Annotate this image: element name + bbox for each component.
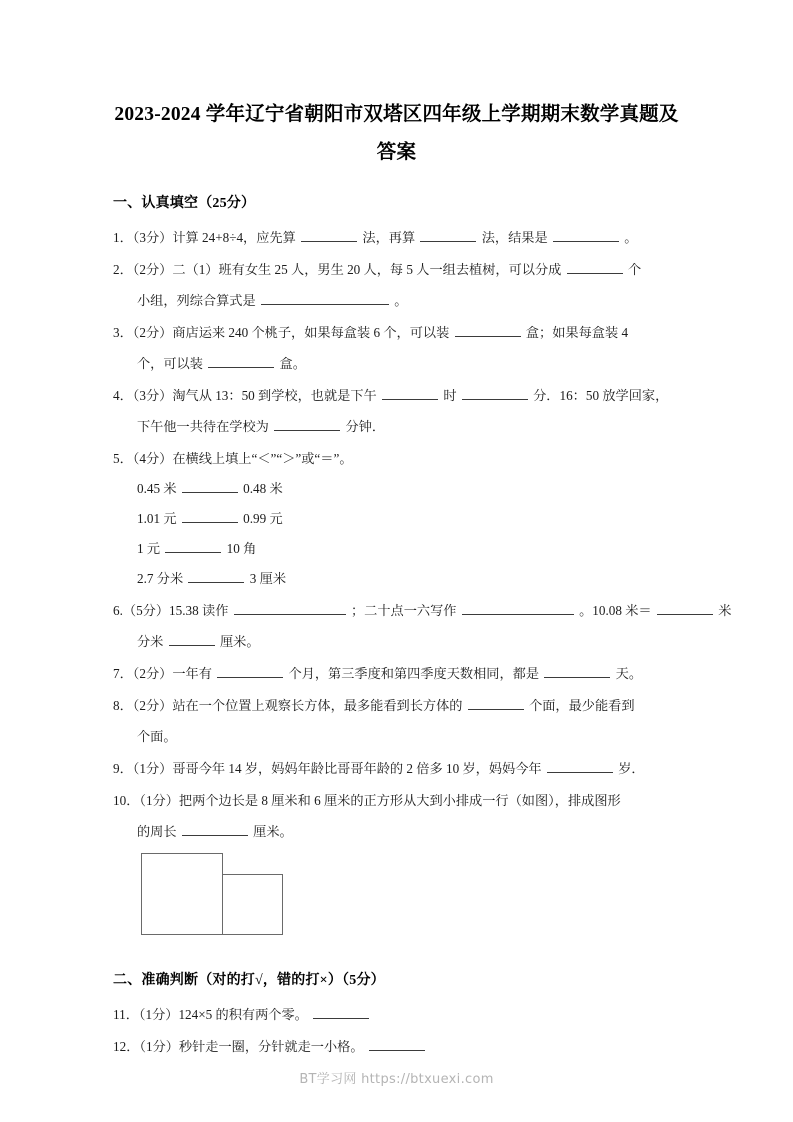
question-5-compare-row-3 — [113, 534, 680, 564]
question-7-blank-1[interactable] — [217, 664, 283, 678]
question-10-text-c: 厘米。 — [253, 824, 293, 839]
question-10-blank-1[interactable] — [182, 822, 248, 836]
question-8-line-1 — [113, 690, 680, 721]
question-8-blank-1[interactable] — [468, 696, 524, 710]
question-7-text-b: 个月，第三季度和第四季度天数相同，都是 — [288, 666, 540, 681]
question-6-line-2 — [113, 626, 680, 657]
question-2-line-1 — [113, 254, 680, 285]
question-4-line-1 — [113, 380, 680, 411]
question-5-row-3-blank[interactable] — [165, 539, 221, 553]
question-6-blank-4[interactable] — [169, 632, 215, 646]
question-1-blank-1[interactable] — [301, 228, 357, 242]
question-5 — [113, 443, 680, 594]
question-5-row-2-left: 1.01 元 — [137, 511, 177, 526]
question-5-row-3-right: 10 角 — [226, 541, 257, 556]
question-3-text-b: 盒；如果每盒装 4 — [525, 325, 629, 340]
question-4-text-a: 4．（3分）淘气从 13：50 到学校，也就是下午 — [113, 388, 377, 403]
question-10 — [113, 785, 680, 847]
question-2-blank-1[interactable] — [567, 260, 623, 274]
question-1-line-1 — [113, 222, 680, 253]
question-5-row-1-right: 0.48 米 — [243, 481, 283, 496]
question-3-blank-2[interactable] — [208, 354, 274, 368]
question-1-text-a: 1．（3分）计算 24+8÷4，应先算 — [113, 230, 296, 245]
question-10-text-b: 的周长 — [137, 824, 177, 839]
page-footer-watermark: BT学习网 https://btxuexi.com — [299, 1072, 494, 1087]
question-6-blank-2[interactable] — [462, 601, 574, 615]
question-7-blank-2[interactable] — [544, 664, 610, 678]
question-2-line-2 — [113, 285, 680, 316]
question-1-text-b: 法，再算 — [362, 230, 416, 245]
question-4-text-e: 分钟． — [345, 419, 386, 434]
question-10-line-2 — [113, 816, 680, 847]
question-9-blank-1[interactable] — [547, 759, 613, 773]
question-4-blank-3[interactable] — [274, 417, 340, 431]
question-11-text-a: 11．（1分）124×5 的积有两个零。 — [113, 1007, 308, 1022]
question-1-text-d: 。 — [624, 230, 638, 245]
figure-square-small — [222, 874, 283, 935]
question-10-line-1 — [113, 785, 680, 816]
question-4 — [113, 380, 680, 442]
question-8 — [113, 690, 680, 752]
question-11-blank-1[interactable] — [313, 1005, 369, 1019]
question-5-row-2-blank[interactable] — [182, 509, 238, 523]
question-8-text-a: 8．（2分）站在一个位置上观察长方体，最多能看到长方体的 — [113, 698, 463, 713]
question-7-line-1 — [113, 658, 680, 689]
question-4-text-d: 下午他一共待在学校为 — [137, 419, 269, 434]
figure-square-large — [141, 853, 223, 935]
question-1-blank-3[interactable] — [553, 228, 619, 242]
question-11 — [113, 999, 680, 1030]
question-9 — [113, 753, 680, 784]
question-5-row-4-left: 2.7 分米 — [137, 571, 184, 586]
question-3-text-c: 个，可以装 — [137, 356, 203, 371]
question-6-blank-3[interactable] — [657, 601, 713, 615]
question-7 — [113, 658, 680, 689]
question-2 — [113, 254, 680, 316]
question-6-blank-1[interactable] — [234, 601, 346, 615]
question-7-text-a: 7．（2分）一年有 — [113, 666, 212, 681]
question-8-line-2 — [113, 721, 680, 752]
question-4-line-2 — [113, 411, 680, 442]
question-4-text-c: 分．16：50 放学回家， — [533, 388, 669, 403]
question-5-row-4-blank[interactable] — [188, 569, 244, 583]
question-5-compare-row-4 — [113, 564, 680, 594]
question-5-row-1-left: 0.45 米 — [137, 481, 177, 496]
question-2-text-a: 2．（2分）二（1）班有女生 25 人，男生 20 人，每 5 人一组去植树，可以分成 — [113, 262, 562, 277]
question-3-text-a: 3．（2分）商店运来 240 个桃子，如果每盒装 6 个，可以装 — [113, 325, 450, 340]
question-4-blank-1[interactable] — [382, 386, 438, 400]
question-5-compare-row-1 — [113, 474, 680, 504]
question-3-line-2 — [113, 348, 680, 379]
question-8-text-c: 个面。 — [137, 729, 177, 744]
question-9-text-a: 9．（1分）哥哥今年 14 岁，妈妈年龄比哥哥年龄的 2 倍多 10 岁，妈妈今年 — [113, 761, 542, 776]
question-5-row-4-right: 3 厘米 — [249, 571, 287, 586]
question-2-blank-2[interactable] — [261, 291, 389, 305]
question-1 — [113, 222, 680, 253]
question-12-line-1 — [113, 1031, 680, 1062]
section-heading-fill-in-blanks: 一、认真填空（25分） — [113, 196, 256, 211]
question-6-text-f: 厘米。 — [219, 634, 260, 649]
question-3-text-d: 盒。 — [279, 356, 306, 371]
question-4-blank-2[interactable] — [462, 386, 528, 400]
question-3-line-1 — [113, 317, 680, 348]
question-3-blank-1[interactable] — [455, 323, 521, 337]
question-1-text-c: 法，结果是 — [481, 230, 548, 245]
question-7-text-c: 天。 — [615, 666, 643, 681]
question-5-row-1-blank[interactable] — [182, 479, 238, 493]
question-9-line-1 — [113, 753, 680, 784]
question-6-text-e: 分米 — [137, 634, 164, 649]
question-8-text-b: 个面，最少能看到 — [529, 698, 635, 713]
question-6 — [113, 595, 732, 657]
question-10-figure — [113, 853, 680, 945]
question-5-compare-row-2 — [113, 504, 680, 534]
question-5-row-2-right: 0.99 元 — [243, 511, 283, 526]
page-title: 2023-2024 学年辽宁省朝阳市双塔区四年级上学期期末数学真题及答案 — [114, 104, 679, 163]
question-9-text-b: 岁． — [618, 761, 645, 776]
section-heading-true-false: 二、准确判断（对的打√，错的打×）（5分） — [113, 973, 385, 988]
question-2-text-d: 。 — [394, 293, 408, 308]
question-6-line-1 — [113, 595, 732, 626]
question-12-text-a: 12．（1分）秒针走一圈，分针就走一小格。 — [113, 1039, 364, 1054]
question-10-text-a: 10．（1分）把两个边长是 8 厘米和 6 厘米的正方形从大到小排成一行（如图），排成图形 — [113, 793, 621, 808]
question-6-text-c: 。10.08 米＝ — [579, 603, 652, 618]
question-2-text-b: 个 — [627, 262, 642, 277]
question-6-text-b: ；二十点一六写作 — [350, 603, 457, 618]
question-6-text-a: 6.（5分）15.38 读作 — [113, 603, 229, 618]
question-6-text-d: 米 — [718, 603, 732, 618]
question-3 — [113, 317, 680, 379]
question-5-row-3-left: 1 元 — [137, 541, 161, 556]
question-4-text-b: 时 — [443, 388, 457, 403]
question-2-text-c: 小组，列综合算式是 — [137, 293, 256, 308]
question-12-blank-1[interactable] — [369, 1037, 425, 1051]
question-11-line-1 — [113, 999, 680, 1030]
question-1-blank-2[interactable] — [420, 228, 476, 242]
question-5-line-1: 5．（4分）在横线上填上“＜”“＞”或“＝”。 — [113, 451, 353, 466]
question-12 — [113, 1031, 680, 1062]
